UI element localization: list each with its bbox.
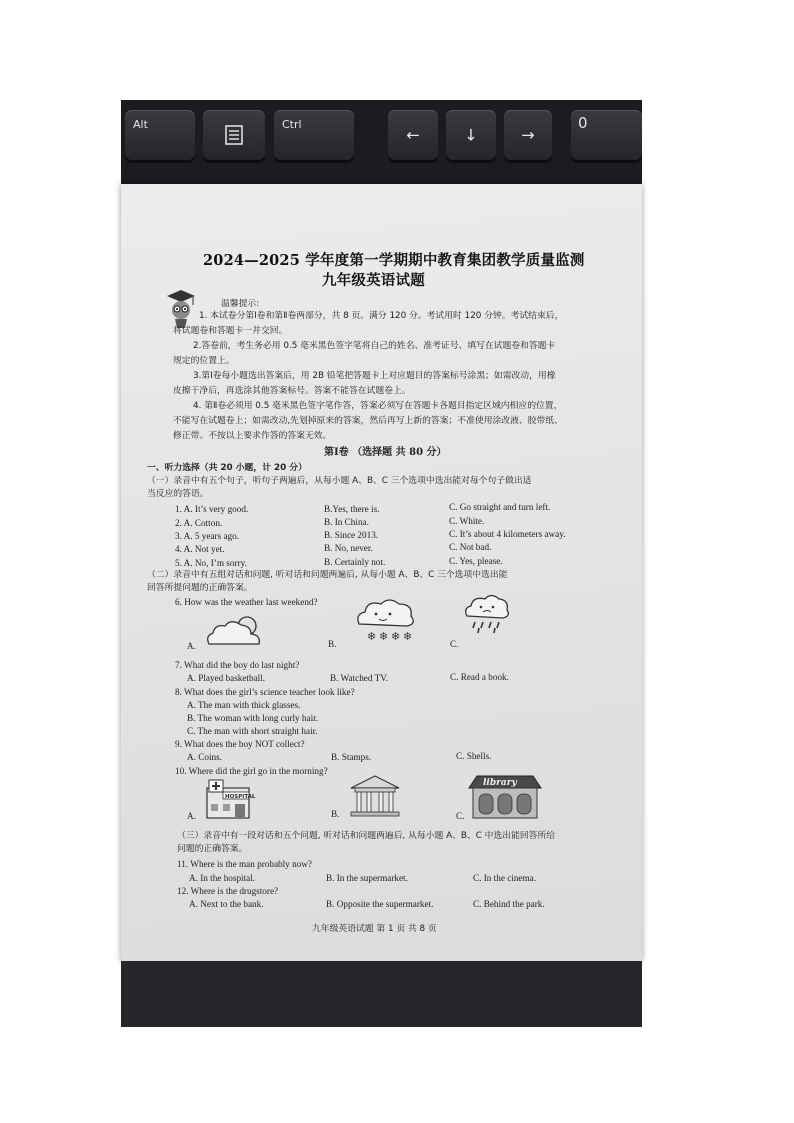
exam-photo <box>121 100 642 1027</box>
alt-key-label: Alt <box>133 118 148 131</box>
tip-2-line-2: 规定的位置上。 <box>173 356 235 366</box>
q7-option-c: C. Read a book. <box>450 672 509 682</box>
q12-question: 12. Where is the drugstore? <box>177 886 279 896</box>
q9-question: 9. What does the boy NOT collect? <box>175 739 305 749</box>
page-footer: 九年级英语试题 第 1 页 共 8 页 <box>312 924 437 934</box>
q10-option-c-label: C. <box>456 811 465 821</box>
menu-key <box>203 110 265 160</box>
sub-1-instruction-line-1: （一）录音中有五个句子，听句子两遍后，从每小题 A、B、C 三个选项中选出能对每个句子做出适 <box>147 476 532 486</box>
sub-3-instruction-line-2: 问题的正确答案。 <box>177 844 248 854</box>
q10-option-b-label: B. <box>331 809 340 819</box>
section-1-heading: 一、听力选择（共 20 小题，计 20 分） <box>147 463 307 473</box>
cloudy-sun-icon <box>203 612 265 650</box>
q2-option-c: C. White. <box>449 516 485 526</box>
q8-option-a: A. The man with thick glasses. <box>187 700 301 710</box>
tips-label: 温馨提示: <box>221 299 260 309</box>
left-arrow-key <box>388 110 438 160</box>
svg-text:❄: ❄ <box>379 630 389 643</box>
part-1-heading: 第Ⅰ卷 （选择题 共 80 分） <box>324 447 447 458</box>
rain-cloud-icon <box>461 592 511 636</box>
q6-option-b-label: B. <box>328 639 337 649</box>
exam-paper <box>121 184 642 961</box>
q7-option-a: A. Played basketball. <box>187 673 266 683</box>
sub-3-instruction-line-1: （三）录音中有一段对话和五个问题, 听对话和问题两遍后, 从每小题 A、B、C 中选出能回答所给 <box>177 831 556 841</box>
q5-option-c: C. Yes, please. <box>449 556 503 566</box>
tip-3-line-1: 3.第Ⅰ卷每小题选出答案后，用 2B 铅笔把答题卡上对应题目的答案标号涂黑；如需改动，用橡 <box>193 371 556 381</box>
q3-option-b: B. Since 2013. <box>324 530 379 540</box>
q8-option-b: B. The woman with long curly hair. <box>187 713 318 723</box>
q11-option-c: C. In the cinema. <box>473 873 537 883</box>
q6-option-c-label: C. <box>450 639 459 649</box>
sub-1-instruction-line-2: 当反应的答语。 <box>147 489 209 499</box>
desk-surface <box>121 961 642 1027</box>
graduate-mascot-icon <box>163 288 197 330</box>
exam-title: 2024—2025 学年度第一学期期中教育集团教学质量监测 <box>203 252 585 269</box>
hospital-building-icon <box>205 778 256 820</box>
svg-text:❄: ❄ <box>367 630 377 643</box>
ctrl-key-label: Ctrl <box>282 118 302 131</box>
sub-2-instruction-line-1: （二）录音中有五组对话和问题, 听对话和问题两遍后, 从每小题 A、B、C 三个选项中选出能 <box>147 570 508 580</box>
left-arrow-icon: ← <box>406 125 420 145</box>
q7-question: 7. What did the boy do last night? <box>175 660 300 670</box>
right-arrow-icon: → <box>521 125 535 145</box>
bank-building-icon <box>347 774 403 818</box>
q11-option-a: A. In the hospital. <box>189 873 256 883</box>
down-arrow-icon: ↓ <box>464 125 478 145</box>
q3-option-a: 3. A. 5 years ago. <box>175 531 240 541</box>
keyboard <box>121 100 642 190</box>
snow-cloud-icon <box>353 596 417 644</box>
zero-key <box>571 110 642 160</box>
tip-4-line-1: 4. 第Ⅱ卷必须用 0.5 毫米黑色签字笔作答，答案必须写在答题卡各题目指定区域内相应的位置， <box>193 401 563 411</box>
q2-option-b: B. In China. <box>324 517 369 527</box>
tip-3-line-2: 皮擦干净后，再选涂其他答案标号。答案不能答在试题卷上。 <box>173 386 411 396</box>
q6-question: 6. How was the weather last weekend? <box>175 597 318 607</box>
q10-question: 10. Where did the girl go in the morning? <box>175 766 328 776</box>
tip-4-line-2: 不能写在试题卷上；如需改动,先划掉原来的答案，然后再写上新的答案；不准使用涂改液、胶带纸、 <box>173 416 563 426</box>
q12-option-a: A. Next to the bank. <box>189 899 264 909</box>
q11-question: 11. Where is the man probably now? <box>177 859 312 869</box>
q6-option-a-label: A. <box>187 641 196 651</box>
q1-option-a: 1. A. It’s very good. <box>175 504 249 514</box>
q10-option-a-label: A. <box>187 811 196 821</box>
q1-option-b: B.Yes, there is. <box>324 504 380 514</box>
down-arrow-key <box>446 110 496 160</box>
svg-text:❄: ❄ <box>391 630 401 643</box>
tip-4-line-3: 修正带。不按以上要求作答的答案无效。 <box>173 431 332 441</box>
svg-text:❄: ❄ <box>403 630 413 643</box>
q5-option-a: 5. A. No, I’m sorry. <box>175 558 247 568</box>
menu-key-icon <box>225 125 243 145</box>
q12-option-b: B. Opposite the supermarket. <box>326 899 434 909</box>
q4-option-b: B. No, never. <box>324 543 373 553</box>
q11-option-b: B. In the supermarket. <box>326 873 408 883</box>
library-building-icon <box>467 774 543 820</box>
alt-key <box>125 110 195 160</box>
tip-2-line-1: 2.答卷前，考生务必用 0.5 毫米黑色签字笔将自己的姓名、准考证号、填写在试题卷和答题卡 <box>193 341 556 351</box>
q4-option-c: C. Not bad. <box>449 542 492 552</box>
library-sign-text: library <box>483 778 517 788</box>
q8-option-c: C. The man with short straight hair. <box>187 726 318 736</box>
q9-option-a: A. Coins. <box>187 752 222 762</box>
q5-option-b: B. Certainly not. <box>324 557 386 567</box>
q3-option-c: C. It’s about 4 kilometers away. <box>449 529 566 539</box>
q1-option-c: C. Go straight and turn left. <box>449 502 551 512</box>
q8-question: 8. What does the girl’s science teacher look like? <box>175 687 355 697</box>
tip-1-line-2: 将试题卷和答题卡一并交回。 <box>173 326 288 336</box>
q7-option-b: B. Watched TV. <box>330 673 388 683</box>
zero-key-label: 0 <box>578 114 588 132</box>
q9-option-b: B. Stamps. <box>331 752 372 762</box>
sub-2-instruction-line-2: 回答所提问题的正确答案。 <box>147 583 253 593</box>
exam-subtitle: 九年级英语试题 <box>322 272 425 289</box>
q4-option-a: 4. A. Not yet. <box>175 544 225 554</box>
right-arrow-key <box>504 110 552 160</box>
q12-option-c: C. Behind the park. <box>473 899 545 909</box>
hospital-sign-text: HOSPITAL <box>225 794 256 800</box>
tip-1-line-1: 1. 本试卷分第Ⅰ卷和第Ⅱ卷两部分，共 8 页。满分 120 分。考试用时 120 分钟。考试结束后， <box>199 311 564 321</box>
q2-option-a: 2. A. Cotton. <box>175 518 223 528</box>
q9-option-c: C. Shells. <box>456 751 492 761</box>
ctrl-key <box>274 110 354 160</box>
